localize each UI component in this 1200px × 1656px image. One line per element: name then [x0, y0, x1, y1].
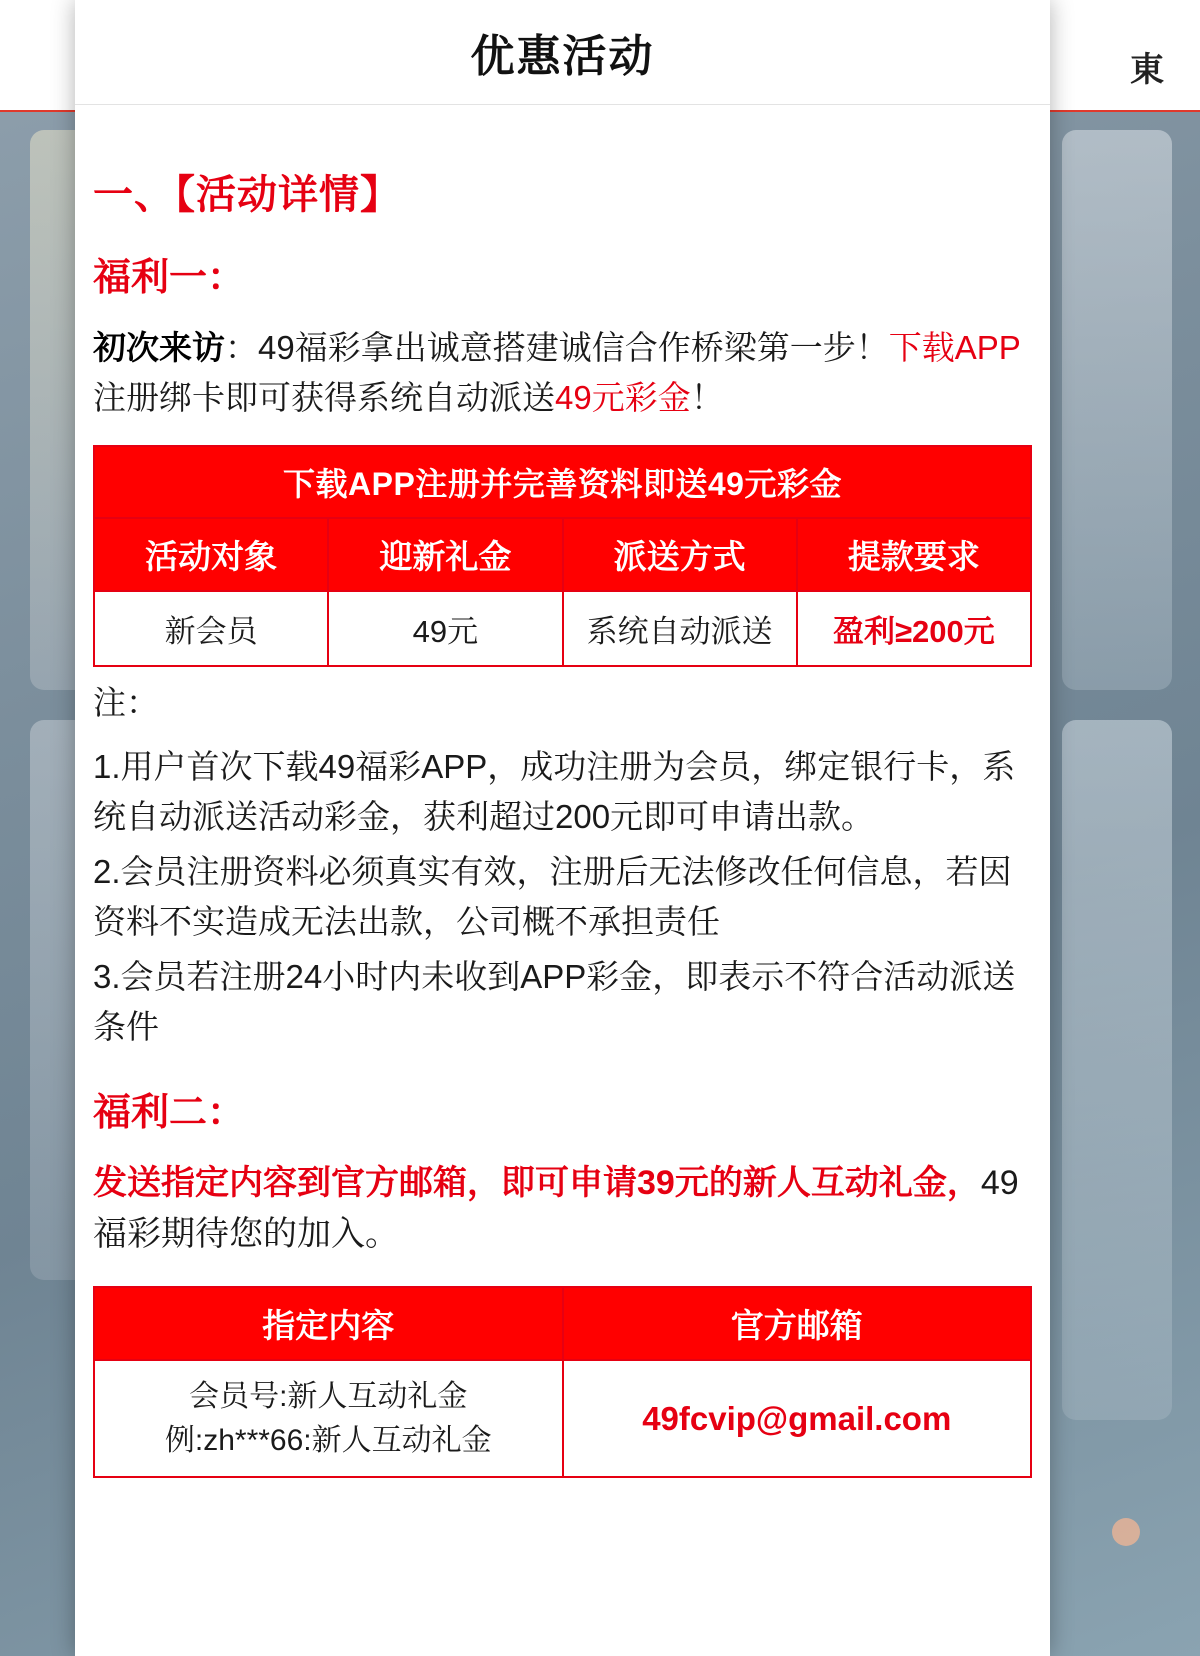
- benefit-two-highlight: 发送指定内容到官方邮箱，即可申请39元的新人互动礼金，: [93, 1164, 981, 1203]
- background-card-right-lower: [1062, 720, 1172, 1420]
- cell-delivery-method: 系统自动派送: [563, 591, 797, 666]
- table-row-header: [94, 1287, 1031, 1360]
- cell-target: 新会员: [94, 591, 328, 666]
- dialog-header: [75, 0, 1050, 105]
- benefit-two-table: [93, 1286, 1032, 1478]
- column-header-target: 活动对象: [94, 518, 328, 591]
- column-header-specified-content: 指定内容: [94, 1287, 563, 1360]
- cell-official-email[interactable]: 49fcvip@gmail.com: [563, 1360, 1032, 1477]
- note-item-1: 1.用户首次下载49福彩APP，成功注册为会员，绑定银行卡，系统自动派送活动彩金，获利超过200元即可申请出款。: [93, 748, 1016, 835]
- note-item-2: 2.会员注册资料必须真实有效，注册后无法修改任何信息，若因资料不实造成无法出款，公司概不承担责任: [93, 853, 1012, 940]
- benefit-one-tail: ！: [690, 379, 724, 417]
- benefit-one-mid2: 注册绑卡即可获得系统自动派送: [93, 379, 555, 417]
- benefit-two-paragraph: [93, 1158, 1032, 1260]
- promotion-dialog: [75, 0, 1050, 1656]
- background-decoration-dot: [1112, 1518, 1140, 1546]
- table-row: [94, 1360, 1031, 1477]
- benefit-one-paragraph: [93, 323, 1032, 423]
- background-card-right: [1062, 130, 1172, 690]
- benefit-one-heading: 福利一：: [93, 257, 246, 299]
- benefit-one-download-app: 下载APP: [888, 329, 1021, 366]
- column-header-delivery-method: 派送方式: [563, 518, 797, 591]
- notes-label: 注：: [93, 684, 159, 722]
- background-top-text: 東: [1130, 51, 1164, 89]
- specified-content-line-1: 会员号:新人互动礼金: [189, 1380, 468, 1414]
- benefit-two-heading: 福利二：: [93, 1092, 246, 1135]
- note-item-3: 3.会员若注册24小时内未收到APP彩金，即表示不符合活动派送条件: [93, 958, 1016, 1045]
- benefit-one-table: [93, 445, 1032, 667]
- cell-withdrawal-requirement: 盈利≥200元: [797, 591, 1031, 666]
- column-header-official-email: 官方邮箱: [563, 1287, 1032, 1360]
- column-header-withdrawal-requirement: 提款要求: [797, 518, 1031, 591]
- specified-content-line-2: 例:zh***66:新人互动礼金: [164, 1423, 492, 1457]
- dialog-body: [75, 105, 1050, 1478]
- section-heading-activity-details: 一、【活动详情】: [93, 173, 401, 217]
- benefit-one-lead: 初次来访: [93, 329, 225, 366]
- cell-welcome-bonus: 49元: [328, 591, 562, 666]
- column-header-welcome-bonus: 迎新礼金: [328, 518, 562, 591]
- benefit-two-plain: 49福彩期待您的加入。: [93, 1164, 1019, 1254]
- table-row-banner: [94, 446, 1031, 518]
- benefit-one-bonus-amount: 49元彩金: [555, 379, 691, 417]
- table-row-header: [94, 518, 1031, 591]
- table-row: [94, 591, 1031, 666]
- cell-specified-content: [94, 1360, 563, 1477]
- benefit-one-mid: ：49福彩拿出诚意搭建诚信合作桥梁第一步！: [225, 329, 889, 366]
- page-title: 优惠活动: [470, 32, 655, 81]
- benefit-one-table-banner: 下载APP注册并完善资料即送49元彩金: [94, 446, 1031, 518]
